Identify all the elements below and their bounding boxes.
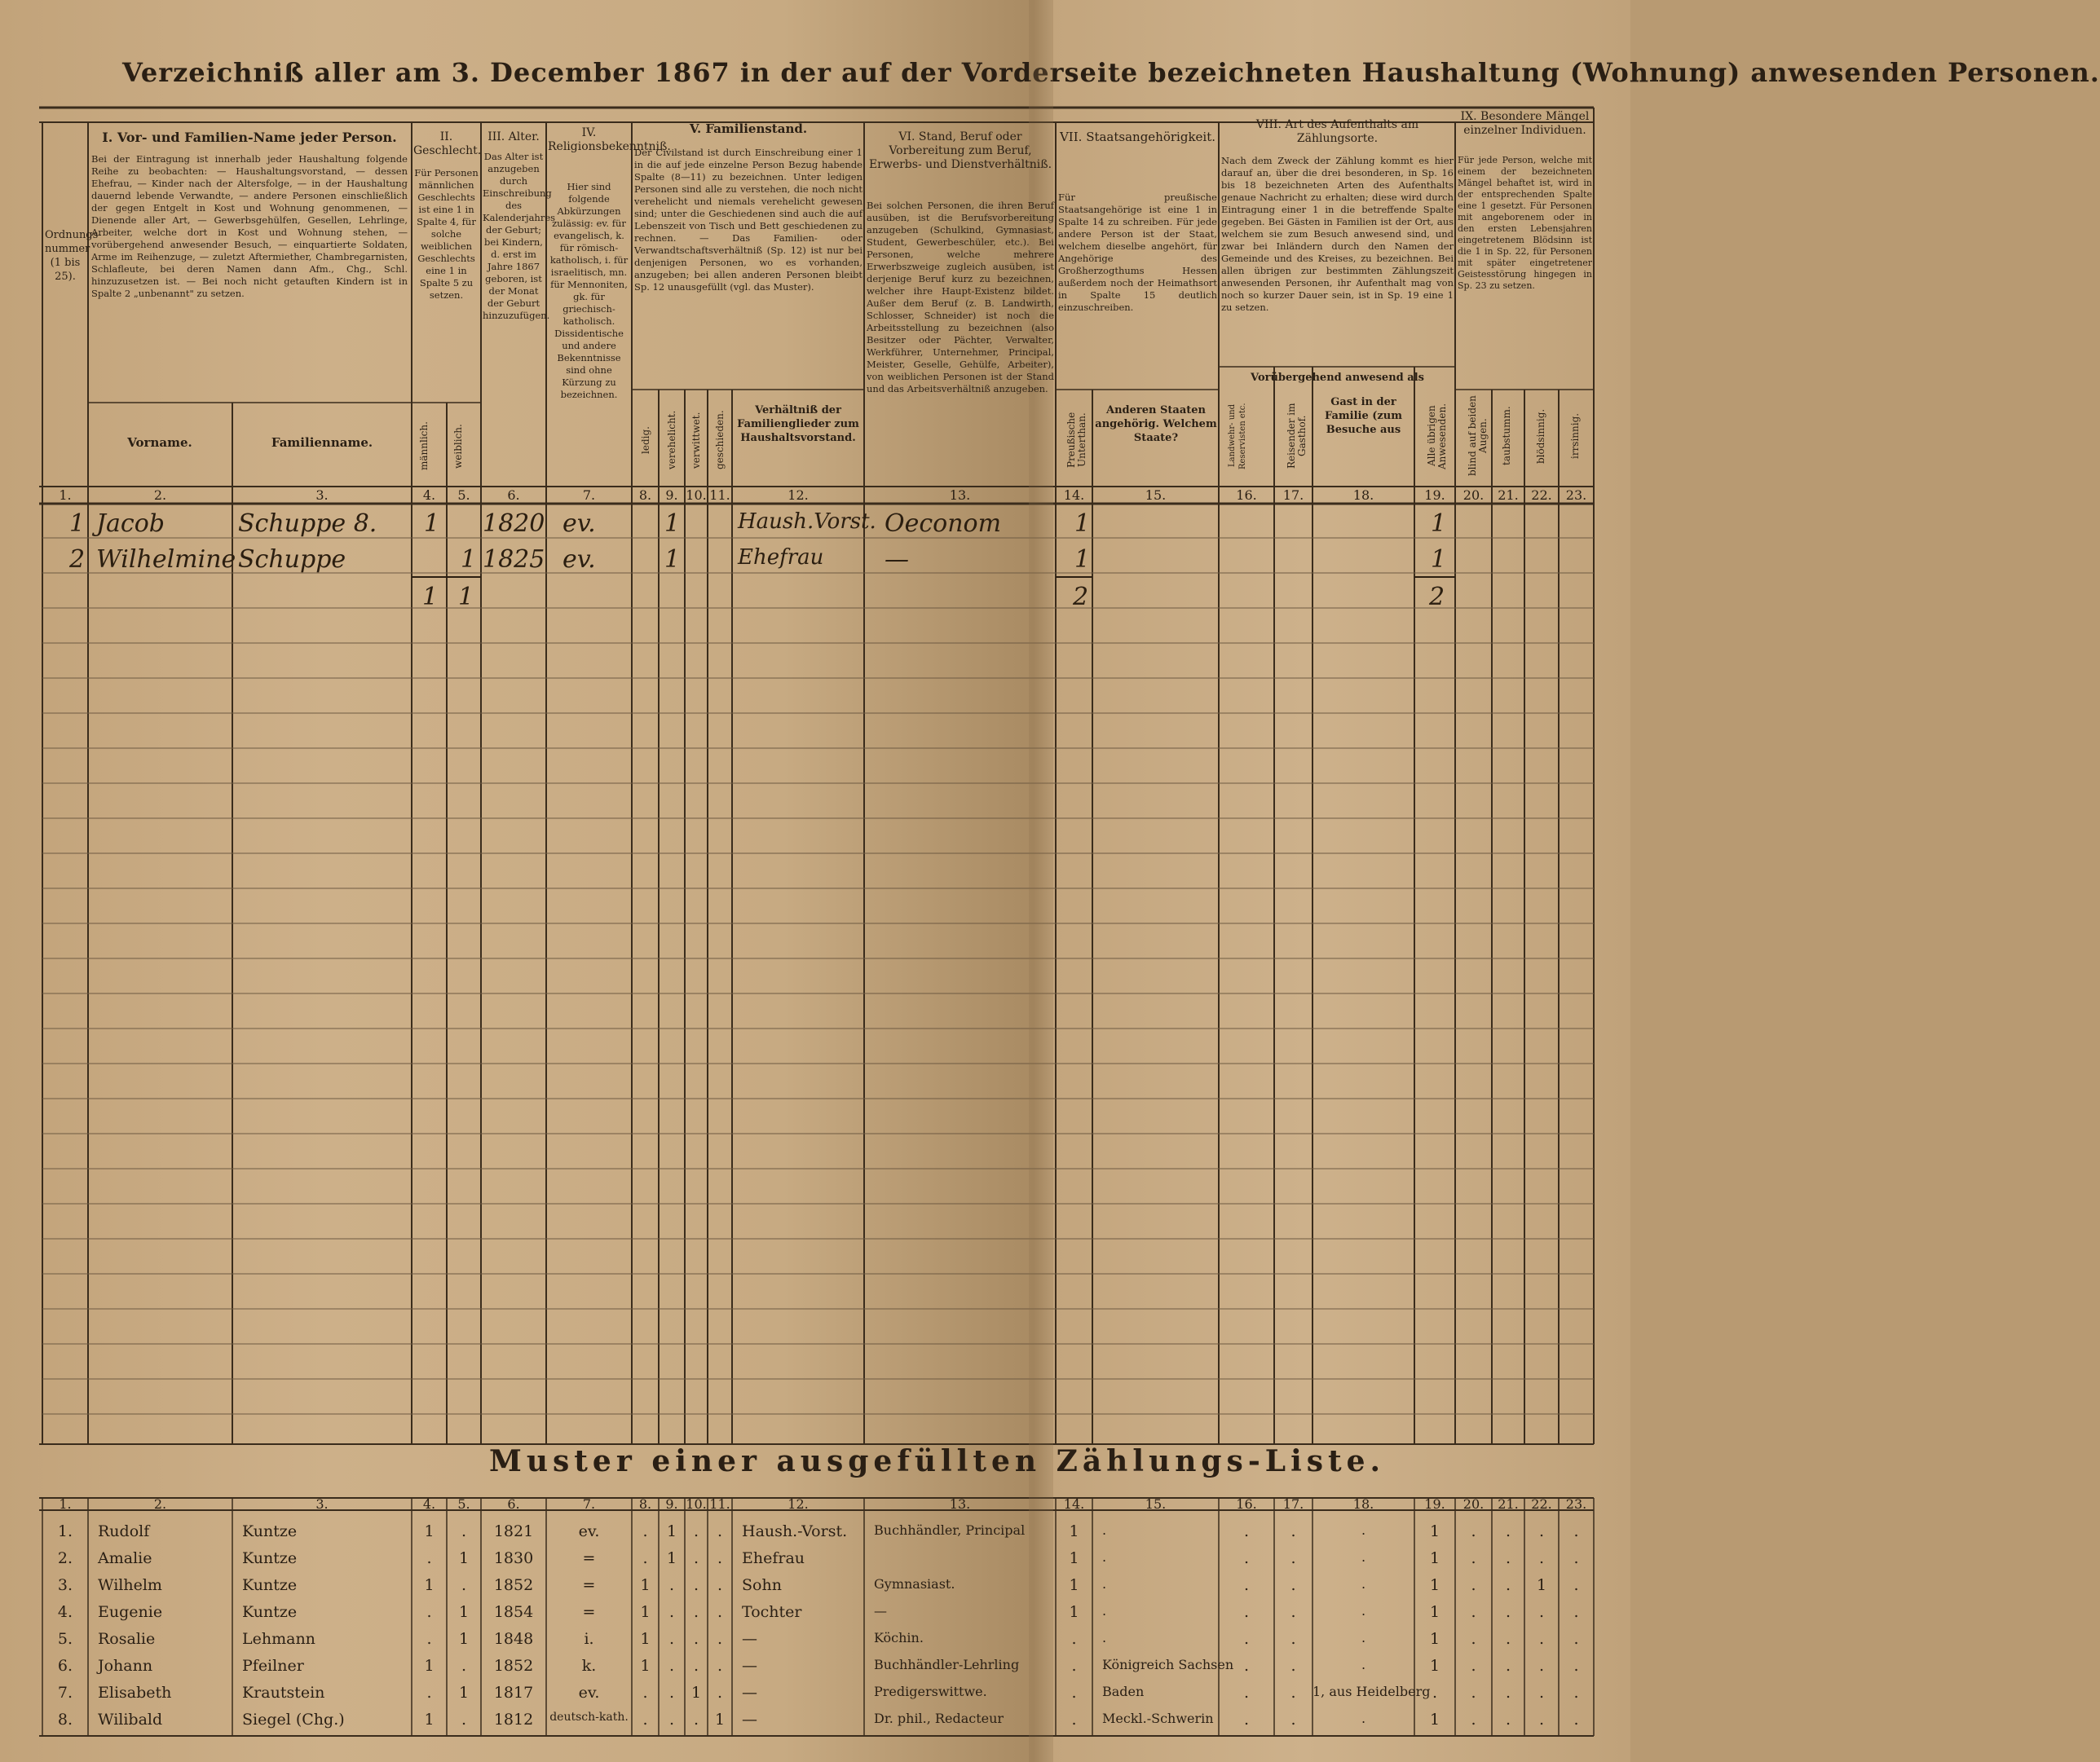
muster-cell-verh: Sohn [742, 1576, 782, 1594]
muster-cell-vorname: Johann [98, 1657, 153, 1675]
muster-cell-c11: . [717, 1684, 723, 1702]
muster-cell-jahr: 1817 [493, 1684, 534, 1702]
muster-column-number-16: 16. [1236, 1496, 1257, 1512]
column-number-15: 15. [1145, 487, 1167, 503]
muster-cell-rel: ev. [578, 1522, 600, 1540]
entry-preussisch: 1 [1074, 509, 1091, 538]
muster-cell-jahr: 1854 [493, 1603, 534, 1621]
muster-cell-c16: . [1243, 1630, 1250, 1648]
entry-familienname: Schuppe 8. [238, 509, 377, 538]
muster-cell-jahr: 1852 [493, 1576, 534, 1594]
muster-cell-beruf: Buchhändler, Principal [874, 1522, 1026, 1538]
muster-cell-c11: . [717, 1657, 723, 1675]
header-col-III-text: Das Alter ist anzugeben durch Einschreibung des Kalenderjahres der Geburt; bei Kindern, d. erst im Jahre 1867 geboren, ist der Monat der Geburt hinzuzufügen. [483, 151, 556, 321]
muster-column-number-10: 10. [686, 1496, 707, 1512]
muster-cell-c21: . [1505, 1576, 1511, 1594]
muster-cell-c18: . [1361, 1603, 1366, 1619]
entry-jahr: 1825 [483, 545, 545, 574]
entry-religion: ev. [562, 509, 596, 538]
entry-weiblich: 1 [461, 545, 477, 574]
muster-cell-w: 1 [458, 1549, 470, 1567]
muster-cell-w: . [461, 1711, 467, 1729]
muster-cell-c9: . [668, 1657, 675, 1675]
muster-cell-c8: 1 [640, 1576, 651, 1594]
muster-cell-verh: Haush.-Vorst. [742, 1522, 848, 1540]
muster-cell-c11: . [717, 1522, 723, 1540]
muster-cell-m: . [426, 1549, 432, 1567]
header-familienname: Familienname. [271, 435, 373, 450]
entry-verheiratet: 1 [664, 545, 681, 574]
muster-cell-jahr: 1852 [493, 1657, 534, 1675]
header-col-V: V. Familienstand. [689, 121, 808, 136]
column-number-19: 19. [1424, 487, 1445, 503]
muster-cell-c14: . [1071, 1711, 1077, 1729]
muster-cell-c14: . [1071, 1684, 1077, 1702]
muster-cell-c20: . [1471, 1576, 1476, 1594]
column-number-7: 7. [582, 487, 596, 503]
muster-cell-c20: . [1471, 1603, 1476, 1621]
muster-cell-jahr: 1812 [493, 1711, 534, 1729]
muster-cell-c14: . [1071, 1630, 1077, 1648]
muster-title: Muster einer ausgefüllten Zählungs-Liste. [489, 1444, 1386, 1478]
muster-cell-c16: . [1243, 1711, 1250, 1729]
muster-cell-nr: 5. [57, 1630, 73, 1648]
column-number-11: 11. [709, 487, 730, 503]
muster-cell-beruf: Buchhändler-Lehrling [874, 1657, 1020, 1672]
muster-cell-c23: . [1573, 1603, 1579, 1621]
header-voruebergehend: Vorübergehend anwesend als [1251, 372, 1424, 384]
muster-cell-c9: 1 [666, 1549, 677, 1567]
muster-column-number-9: 9. [665, 1496, 678, 1512]
muster-cell-c20: . [1471, 1711, 1476, 1729]
header-verwittwet: verwittwet. [690, 412, 702, 469]
muster-cell-nr: 8. [57, 1711, 73, 1729]
muster-cell-c10: . [693, 1549, 699, 1567]
muster-cell-c8: 1 [640, 1657, 651, 1675]
muster-cell-nr: 4. [57, 1603, 73, 1621]
muster-cell-m: . [426, 1630, 432, 1648]
muster-cell-c19: . [1432, 1684, 1438, 1702]
muster-cell-c17: . [1290, 1657, 1296, 1675]
muster-cell-c9: . [668, 1630, 675, 1648]
muster-cell-c17: . [1290, 1522, 1296, 1540]
column-number-12: 12. [788, 487, 809, 503]
muster-cell-verh: — [742, 1630, 757, 1648]
muster-column-number-7: 7. [582, 1496, 596, 1512]
page-title: Verzeichniß aller am 3. December 1867 in der auf der Vorderseite bezeichneten Haushaltung (Wohnung) anwesenden Personen. [122, 57, 2100, 88]
entry-beruf: Oeconom [885, 509, 1002, 538]
header-col22: blödsinnig. [1535, 408, 1546, 464]
muster-cell-c19: 1 [1429, 1522, 1440, 1540]
total-uebrige: 2 [1429, 583, 1445, 611]
muster-cell-c21: . [1505, 1522, 1511, 1540]
muster-cell-c18: . [1361, 1549, 1366, 1565]
muster-cell-c22: . [1538, 1522, 1545, 1540]
muster-cell-beruf: Predigerswittwe. [874, 1684, 987, 1699]
muster-cell-c19: 1 [1429, 1549, 1440, 1567]
muster-cell-familienname: Kuntze [242, 1576, 298, 1594]
muster-cell-beruf: Köchin. [874, 1630, 924, 1645]
column-number-9: 9. [665, 487, 678, 503]
muster-cell-c22: 1 [1536, 1576, 1547, 1594]
muster-cell-c8: . [642, 1684, 648, 1702]
muster-cell-verh: — [742, 1657, 757, 1675]
muster-cell-vorname: Elisabeth [98, 1684, 172, 1702]
muster-cell-jahr: 1821 [493, 1522, 534, 1540]
muster-cell-m: 1 [424, 1522, 435, 1540]
header-col-VIII: VIII. Art des Aufenthalts am Zählungsorte. [1255, 118, 1419, 145]
muster-cell-w: 1 [458, 1684, 470, 1702]
total-weiblich: 1 [458, 583, 474, 611]
entry-religion: ev. [562, 545, 596, 574]
muster-cell-w: . [461, 1657, 467, 1675]
header-col-II-text: Für Personen männlichen Geschlechts ist eine 1 in Spalte 4, für solche weiblichen Geschlechts eine 1 in Spalte 5 zu setzen. [414, 167, 479, 301]
muster-cell-c23: . [1573, 1657, 1579, 1675]
muster-cell-familienname: Pfeilner [242, 1657, 304, 1675]
muster-cell-rel: deutsch-kath. [549, 1711, 629, 1724]
header-verehelicht: verehelicht. [666, 410, 677, 470]
muster-cell-c16: . [1243, 1603, 1250, 1621]
muster-cell-beruf: Dr. phil., Redacteur [874, 1711, 1004, 1726]
muster-cell-rel: k. [581, 1657, 597, 1675]
muster-cell-c15: Baden [1102, 1684, 1145, 1699]
muster-cell-c10: . [693, 1630, 699, 1648]
muster-cell-c21: . [1505, 1711, 1511, 1729]
muster-cell-c22: . [1538, 1684, 1545, 1702]
muster-cell-c15: . [1102, 1603, 1107, 1619]
header-col-VIII-text: Nach dem Zweck der Zählung kommt es hier darauf an, über die drei besonderen, in Sp. 16 bis 18 bezeichneten Arten des Aufenthalts genaue Nachricht zu erhalten; diese wird durch Eintragung einer 1 in die betreffende Spalte gegeben. Bei Gästen in Familien ist der Ort, aus welchem sie zum Besuch anwesend sind, und zwar bei Inländern durch den Namen der Gemeinde und des Kreises, zu bezeichnen. Bei allen übrigen zur bestimmten Zählungszeit anwesenden Personen, ihr Aufenthalt mag von noch so kurzer Dauer sein, ist in Sp. 19 eine 1 zu setzen. [1221, 155, 1454, 313]
muster-cell-c10: . [693, 1576, 699, 1594]
header-verhaeltniss: Verhältniß der Familienglieder zum Haushaltsvorstand. [737, 404, 859, 444]
muster-cell-familienname: Kuntze [242, 1603, 298, 1621]
muster-cell-c23: . [1573, 1684, 1579, 1702]
muster-cell-familienname: Krautstein [242, 1684, 325, 1702]
muster-cell-c9: . [668, 1711, 675, 1729]
header-col-VI-text: Bei solchen Personen, die ihren Beruf ausüben, ist die Berufsvorbereitung anzugeben (Schulkind, Gymnasiast, Student, Gewerbeschüler, etc.). Bei Personen, welche mehrere Erwerbszweige zugleich ausüben, ist derjenige Beruf kurz zu bezeichnen, welcher ihre Haupt-Existenz bildet. Außer dem Beruf (z. B. Landwirth, Schlosser, Schneider) ist noch die Arbeitsstellung zu bezeichnen (also Besitzer oder Pächter, Verwalter, Werkführer, Unternehmer, Principal, Meister, Geselle, Gehülfe, Arbeiter), von weiblichen Personen ist der Stand und das Arbeitsverhältniß anzugeben. [867, 200, 1054, 394]
column-number-20: 20. [1462, 487, 1485, 503]
total-preussisch: 2 [1073, 583, 1089, 611]
column-number-22: 22. [1531, 487, 1552, 503]
muster-cell-c22: . [1538, 1657, 1545, 1675]
entry-maennlich: 1 [424, 509, 440, 538]
muster-cell-c23: . [1573, 1630, 1579, 1648]
header-geschieden: geschieden. [714, 410, 726, 470]
muster-column-number-3: 3. [315, 1496, 329, 1512]
header-anderen: Anderen Staaten angehörig. Welchem Staate? [1095, 404, 1217, 444]
muster-cell-c16: . [1243, 1522, 1250, 1540]
muster-cell-w: . [461, 1522, 467, 1540]
muster-cell-beruf: — [874, 1603, 887, 1619]
entry-verhaeltniss: Haush.Vorst. [738, 509, 876, 534]
header-col20: blind auf beiden Augen. [1467, 395, 1489, 477]
column-number-21: 21. [1498, 487, 1519, 503]
muster-column-number-2: 2. [153, 1496, 167, 1512]
muster-cell-c11: 1 [714, 1711, 726, 1729]
column-number-4: 4. [422, 487, 436, 503]
header-col18: Gast in der Familie (zum Besuche aus [1324, 396, 1403, 436]
muster-cell-w: 1 [458, 1603, 470, 1621]
muster-cell-c8: . [642, 1711, 648, 1729]
total-maennlich: 1 [422, 583, 439, 611]
muster-cell-verh: Tochter [742, 1603, 802, 1621]
muster-column-number-14: 14. [1063, 1496, 1085, 1512]
muster-cell-w: 1 [458, 1630, 470, 1648]
muster-cell-familienname: Kuntze [242, 1522, 298, 1540]
column-number-23: 23. [1565, 487, 1587, 503]
muster-cell-c15: Meckl.-Schwerin [1102, 1711, 1214, 1726]
entry-nr: 1 [69, 509, 86, 538]
muster-cell-rel: = [582, 1549, 596, 1567]
muster-cell-c21: . [1505, 1684, 1511, 1702]
muster-cell-c19: 1 [1429, 1630, 1440, 1648]
column-number-16: 16. [1236, 487, 1257, 503]
entry-verhaeltniss: Ehefrau [738, 545, 824, 570]
muster-cell-m: . [426, 1684, 432, 1702]
header-col17: Reisender im Gasthof. [1286, 403, 1308, 469]
entry-nr: 2 [69, 545, 86, 574]
header-preussische: Preußische Unterthan. [1065, 412, 1088, 469]
muster-cell-c8: . [642, 1549, 648, 1567]
muster-cell-m: 1 [424, 1576, 435, 1594]
muster-cell-c20: . [1471, 1684, 1476, 1702]
muster-cell-familienname: Kuntze [242, 1549, 298, 1567]
header-col-II: II. Geschlecht. [413, 130, 482, 157]
muster-cell-c10: . [693, 1522, 699, 1540]
muster-cell-jahr: 1848 [493, 1630, 534, 1648]
muster-cell-w: . [461, 1576, 467, 1594]
muster-cell-nr: 6. [57, 1657, 73, 1675]
column-number-10: 10. [686, 487, 707, 503]
muster-cell-c18: . [1361, 1522, 1366, 1538]
header-ordnungsnummer: Ordnungs-nummer (1 bis 25). [45, 229, 102, 283]
muster-cell-c18: . [1361, 1576, 1366, 1592]
muster-cell-c19: 1 [1429, 1711, 1440, 1729]
muster-cell-c20: . [1471, 1657, 1476, 1675]
muster-cell-c15: . [1102, 1522, 1107, 1538]
muster-cell-c18: 1, aus Heidelberg [1312, 1684, 1431, 1699]
muster-cell-verh: — [742, 1684, 757, 1702]
header-col21: taubstumm. [1501, 406, 1512, 466]
muster-cell-c8: 1 [640, 1603, 651, 1621]
muster-cell-c15: . [1102, 1630, 1107, 1645]
muster-cell-rel: = [582, 1603, 596, 1621]
header-col-IX: IX. Besondere Mängel einzelner Individuen. [1460, 110, 1590, 137]
column-number-13: 13. [949, 487, 971, 503]
muster-cell-c8: 1 [640, 1630, 651, 1648]
entry-vorname: Wilhelmine [96, 545, 236, 574]
muster-column-number-13: 13. [949, 1496, 971, 1512]
entry-verheiratet: 1 [664, 509, 681, 538]
header-col23: irrsinnig. [1569, 412, 1581, 460]
header-col-V-text: Der Civilstand ist durch Einschreibung einer 1 in die auf jede einzelne Person Bezug habende Spalte (8—11) zu bezeichnen. Unter ledigen Personen sind alle zu verstehen, die noch nicht verehelicht und niemals verehelicht gewesen sind; unter die Geschiedenen sind auch die auf Lebenszeit von Tisch und Bett geschiedenen zu rechnen. — Das Familien- oder Verwandtschaftsverhältniß (Sp. 12) ist nur bei denjenigen Personen, wo es vorhanden, anzugeben; bei allen anderen Personen bleibt Sp. 12 unausgefüllt (vgl. das Muster). [634, 147, 862, 293]
muster-cell-c20: . [1471, 1522, 1476, 1540]
column-number-1: 1. [59, 487, 72, 503]
muster-cell-c20: . [1471, 1630, 1476, 1648]
column-number-5: 5. [457, 487, 470, 503]
muster-cell-c19: 1 [1429, 1657, 1440, 1675]
muster-cell-c16: . [1243, 1576, 1250, 1594]
entry-beruf: — [885, 545, 909, 574]
muster-cell-c14: 1 [1069, 1549, 1079, 1567]
muster-column-number-23: 23. [1565, 1496, 1587, 1512]
muster-cell-familienname: Lehmann [242, 1630, 315, 1648]
entry-uebrige: 1 [1431, 545, 1447, 574]
muster-cell-c17: . [1290, 1576, 1296, 1594]
muster-cell-rel: ev. [578, 1684, 600, 1702]
muster-cell-c14: 1 [1069, 1576, 1079, 1594]
muster-cell-nr: 1. [57, 1522, 73, 1540]
muster-cell-vorname: Rosalie [98, 1630, 156, 1648]
header-maennlich: männlich. [418, 421, 430, 471]
muster-column-number-8: 8. [638, 1496, 652, 1512]
muster-cell-c16: . [1243, 1549, 1250, 1567]
muster-cell-c17: . [1290, 1549, 1296, 1567]
muster-cell-c22: . [1538, 1603, 1545, 1621]
muster-cell-familienname: Siegel (Chg.) [242, 1711, 345, 1729]
muster-cell-c15: . [1102, 1549, 1107, 1565]
muster-cell-vorname: Eugenie [98, 1603, 163, 1621]
header-weiblich: weiblich. [452, 424, 464, 469]
header-vorname: Vorname. [127, 435, 192, 450]
muster-cell-m: . [426, 1603, 432, 1621]
muster-cell-c21: . [1505, 1630, 1511, 1648]
muster-cell-c16: . [1243, 1657, 1250, 1675]
muster-column-number-17: 17. [1282, 1496, 1304, 1512]
header-col16: Landwehr- und Reservisten etc. [1228, 403, 1247, 469]
header-col-IX-text: Für jede Person, welche mit einem der bezeichneten Mängel behaftet ist, wird in der entsprechenden Spalte eine 1 gesetzt. Für Personen mit angeborenem oder in den ersten Lebensjahren eingetretenem Blödsinn ist die 1 in Sp. 22, für Personen mit später eingetretener Geistesstörung hingegen in Sp. 23 zu setzen. [1458, 155, 1592, 291]
muster-cell-c14: 1 [1069, 1522, 1079, 1540]
muster-column-number-6: 6. [507, 1496, 520, 1512]
muster-cell-c15: . [1102, 1576, 1107, 1592]
muster-column-number-11: 11. [709, 1496, 730, 1512]
header-col-III: III. Alter. [488, 130, 540, 143]
column-number-18: 18. [1352, 487, 1374, 503]
muster-column-number-21: 21. [1498, 1496, 1519, 1512]
muster-cell-c10: 1 [690, 1684, 702, 1702]
muster-cell-m: 1 [424, 1711, 435, 1729]
muster-cell-c9: . [668, 1684, 675, 1702]
muster-cell-c9: . [668, 1576, 675, 1594]
muster-cell-c11: . [717, 1630, 723, 1648]
muster-cell-c18: . [1361, 1711, 1366, 1726]
muster-cell-c19: 1 [1429, 1603, 1440, 1621]
column-number-14: 14. [1063, 487, 1085, 503]
header-col-IV: IV. Religionsbekenntniß. [548, 126, 671, 153]
muster-cell-c14: 1 [1069, 1603, 1079, 1621]
header-ledig: ledig. [640, 426, 651, 454]
muster-cell-c15: Königreich Sachsen [1102, 1657, 1234, 1672]
muster-cell-rel: i. [584, 1630, 594, 1648]
muster-cell-m: 1 [424, 1657, 435, 1675]
muster-cell-c22: . [1538, 1630, 1545, 1648]
muster-cell-c8: . [642, 1522, 648, 1540]
muster-column-number-19: 19. [1424, 1496, 1445, 1512]
muster-cell-verh: — [742, 1711, 757, 1729]
muster-cell-jahr: 1830 [493, 1549, 534, 1567]
muster-cell-c11: . [717, 1576, 723, 1594]
muster-cell-c17: . [1290, 1711, 1296, 1729]
muster-cell-vorname: Rudolf [98, 1522, 150, 1540]
muster-cell-c22: . [1538, 1549, 1545, 1567]
muster-cell-c10: . [693, 1657, 699, 1675]
header-col-I-text: Bei der Eintragung ist innerhalb jeder Haushaltung folgende Reihe zu beobachten: — Haushaltungsvorstand, — dessen Ehefrau, — Kinder nach der Altersfolge, — in der Haushaltung dauernd lebende Verwandte, — andere Personen einschließlich der gegen Entgelt in Kost und Wohnung genommenen, — Dienende aller Art, — Gewerbsgehülfen, Gesellen, Lehrlinge, Arbeiter, welche dort in Kost und Wohnung stehen, — vorübergehend anwesender Besuch, — einquartierte Soldaten, Arme im Reihenzuge, — zuletzt Aftermiether, Chambregarnisten, Schlafleute, bei deren Namen dann Afm., Chg., Schl. hinzuzusetzen ist. — Bei noch nicht getauften Kindern ist in Spalte 2 „unbenannt" zu setzen. [91, 153, 408, 299]
header-col-VII: VII. Staatsangehörigkeit. [1059, 130, 1216, 144]
muster-cell-c14: . [1071, 1657, 1077, 1675]
muster-cell-c23: . [1573, 1522, 1579, 1540]
entry-jahr: 1820 [483, 509, 545, 538]
muster-column-number-20: 20. [1462, 1496, 1485, 1512]
column-number-6: 6. [507, 487, 520, 503]
column-number-8: 8. [638, 487, 652, 503]
muster-column-number-15: 15. [1145, 1496, 1167, 1512]
entry-uebrige: 1 [1431, 509, 1447, 538]
header-col19: Alle übrigen Anwesenden. [1426, 403, 1448, 469]
muster-column-number-4: 4. [422, 1496, 436, 1512]
muster-cell-c21: . [1505, 1657, 1511, 1675]
muster-cell-c17: . [1290, 1630, 1296, 1648]
muster-cell-c10: . [693, 1603, 699, 1621]
column-number-2: 2. [153, 487, 167, 503]
muster-cell-c11: . [717, 1549, 723, 1567]
muster-cell-vorname: Wilhelm [98, 1576, 162, 1594]
muster-cell-c17: . [1290, 1684, 1296, 1702]
header-col-I: I. Vor- und Familien-Name jeder Person. [102, 130, 397, 145]
muster-cell-c17: . [1290, 1603, 1296, 1621]
muster-cell-c9: . [668, 1603, 675, 1621]
muster-cell-vorname: Wilibald [98, 1711, 163, 1729]
muster-cell-verh: Ehefrau [742, 1549, 805, 1567]
muster-cell-nr: 7. [57, 1684, 73, 1702]
muster-cell-vorname: Amalie [98, 1549, 152, 1567]
header-col-VII-text: Für preußische Staatsangehörige ist eine 1 in Spalte 14 zu schreiben. Für jede andere Person ist der Staat, welchem dieselbe angehört, für Angehörige des Großherzogthums Hessen außerdem noch der Heimathsort in Spalte 15 deutlich einzuschreiben. [1058, 192, 1217, 313]
muster-cell-c20: . [1471, 1549, 1476, 1567]
muster-column-number-12: 12. [788, 1496, 809, 1512]
entry-preussisch: 1 [1074, 545, 1091, 574]
muster-cell-c10: . [693, 1711, 699, 1729]
header-col-IV-text: Hier sind folgende Abkürzungen zulässig: ev. für evangelisch, k. für römisch-katholisch, i. für israelitisch, mn. für Mennoniten, gk. für griechisch-katholisch. Dissidentische und andere Bekenntnisse sind ohne Kürzung zu bezeichnen. [549, 181, 629, 400]
muster-column-number-22: 22. [1531, 1496, 1552, 1512]
muster-cell-c21: . [1505, 1603, 1511, 1621]
muster-cell-c9: 1 [666, 1522, 677, 1540]
muster-cell-c11: . [717, 1603, 723, 1621]
entry-vorname: Jacob [96, 509, 165, 538]
muster-cell-c18: . [1361, 1657, 1366, 1672]
muster-column-number-18: 18. [1352, 1496, 1374, 1512]
muster-column-number-1: 1. [59, 1496, 72, 1512]
column-number-17: 17. [1282, 487, 1304, 503]
muster-cell-c19: 1 [1429, 1576, 1440, 1594]
muster-cell-c16: . [1243, 1684, 1250, 1702]
muster-cell-c23: . [1573, 1576, 1579, 1594]
muster-column-number-5: 5. [457, 1496, 470, 1512]
muster-cell-c18: . [1361, 1630, 1366, 1645]
header-col-VI: VI. Stand, Beruf oder Vorbereitung zum Beruf, Erwerbs- und Dienstverhältniß. [868, 130, 1052, 171]
muster-cell-c22: . [1538, 1711, 1545, 1729]
muster-cell-rel: = [582, 1576, 596, 1594]
muster-cell-nr: 2. [57, 1549, 73, 1567]
column-number-3: 3. [315, 487, 329, 503]
muster-cell-c23: . [1573, 1711, 1579, 1729]
muster-cell-c23: . [1573, 1549, 1579, 1567]
muster-cell-beruf: Gymnasiast. [874, 1576, 955, 1592]
muster-cell-c21: . [1505, 1549, 1511, 1567]
muster-cell-nr: 3. [57, 1576, 73, 1594]
entry-familienname: Schuppe [238, 545, 346, 574]
